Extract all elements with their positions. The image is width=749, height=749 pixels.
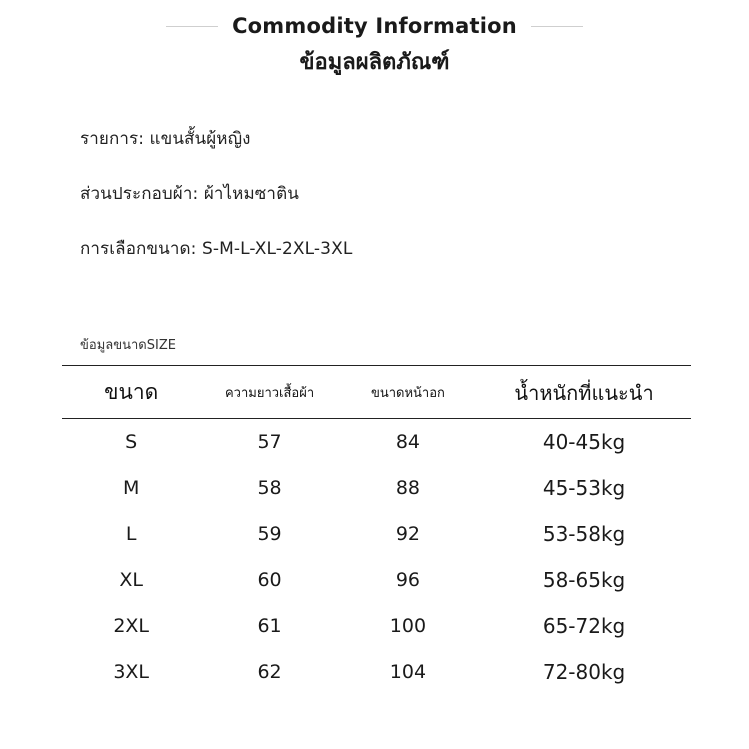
attribute-item-name: รายการ: แขนสั้นผู้หญิง <box>80 129 251 149</box>
cell-size: 3XL <box>113 661 150 683</box>
header-length: ความยาวเสื้อผ้า <box>200 366 338 419</box>
cell-length: 61 <box>257 615 282 637</box>
cell-bust: 100 <box>389 615 427 637</box>
attribute-size-options: การเลือกขนาด: S-M-L-XL-2XL-3XL <box>80 239 353 259</box>
cell-size: M <box>122 477 140 499</box>
table-row <box>62 557 691 603</box>
cell-size: XL <box>119 569 143 591</box>
size-chart-table <box>62 365 691 695</box>
page-header <box>0 0 749 79</box>
cell-weight: 72-80kg <box>542 660 626 684</box>
cell-weight: 65-72kg <box>542 614 626 638</box>
cell-weight: 40-45kg <box>542 430 626 454</box>
attribute-fabric-composition: ส่วนประกอบผ้า: ผ้าไหมซาติน <box>80 184 299 204</box>
table-row <box>62 419 691 466</box>
header-bust: ขนาดหน้าอก <box>339 366 477 419</box>
table-row <box>62 511 691 557</box>
cell-bust: 92 <box>395 523 421 545</box>
table-header-row <box>62 366 691 419</box>
cell-size: 2XL <box>113 615 150 637</box>
header-size: ขนาด <box>62 366 200 419</box>
cell-bust: 96 <box>395 569 421 591</box>
cell-bust: 104 <box>389 661 427 683</box>
size-chart-body <box>62 419 691 696</box>
left-rule-decoration <box>166 26 218 27</box>
product-attributes <box>0 125 749 262</box>
cell-bust: 88 <box>395 477 421 499</box>
table-row <box>62 465 691 511</box>
page-title-english: Commodity Information <box>232 14 517 38</box>
cell-size: S <box>125 431 138 453</box>
cell-weight: 53-58kg <box>542 522 626 546</box>
title-row <box>0 14 749 38</box>
cell-weight: 58-65kg <box>542 568 626 592</box>
header-weight: น้ำหนักที่แนะนำ <box>477 366 691 419</box>
cell-length: 62 <box>257 661 282 683</box>
table-row <box>62 649 691 695</box>
size-chart-head <box>62 366 691 419</box>
size-chart-caption: ข้อมูลขนาดSIZE <box>80 338 176 353</box>
size-chart-container <box>0 365 749 695</box>
cell-length: 57 <box>257 431 282 453</box>
cell-length: 60 <box>257 569 282 591</box>
page-title-thai: ข้อมูลผลิตภัณฑ์ <box>299 50 450 75</box>
cell-size: L <box>125 523 137 545</box>
cell-bust: 84 <box>395 431 421 453</box>
table-row <box>62 603 691 649</box>
cell-weight: 45-53kg <box>542 476 626 500</box>
right-rule-decoration <box>531 26 583 27</box>
cell-length: 58 <box>257 477 282 499</box>
cell-length: 59 <box>257 523 282 545</box>
